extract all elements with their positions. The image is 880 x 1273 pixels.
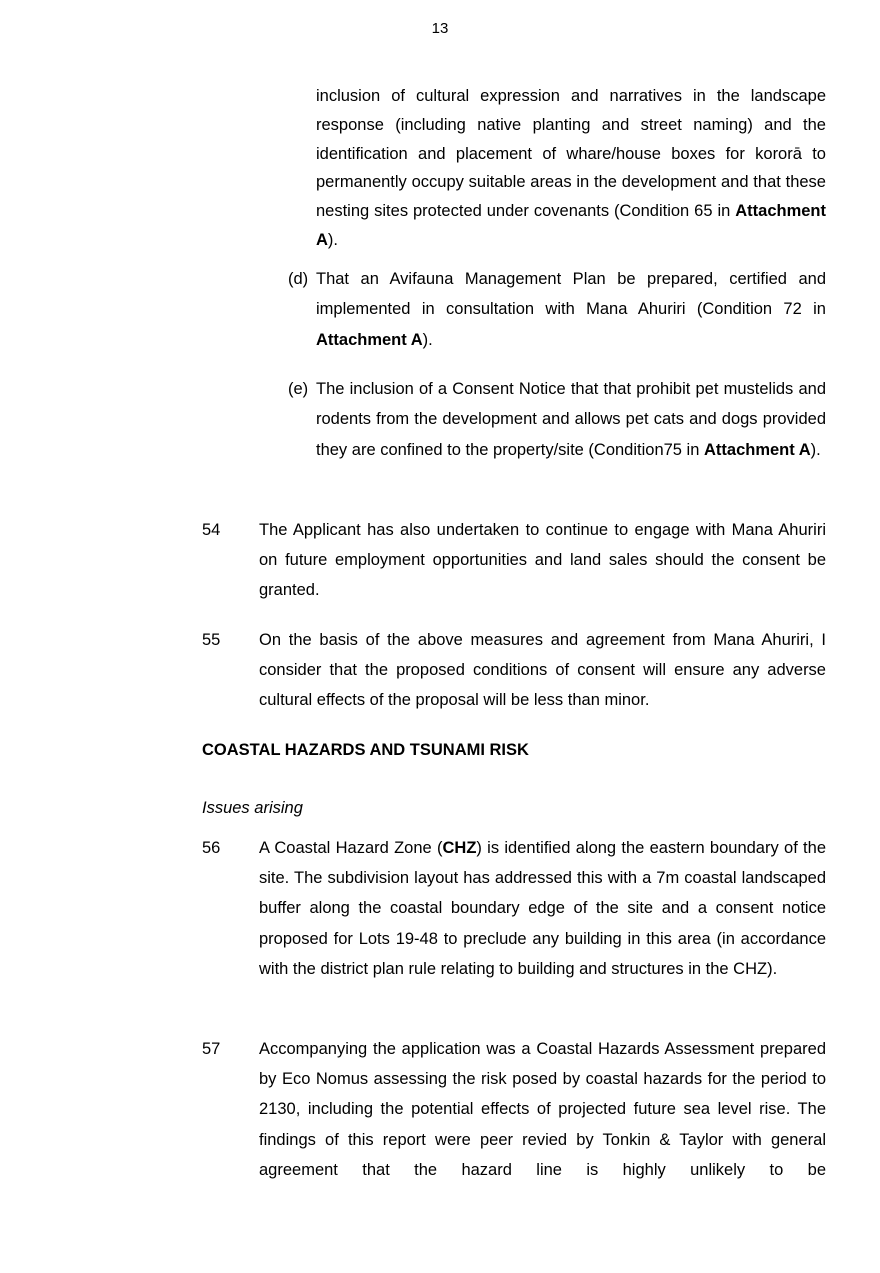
continued-subparagraph-text: inclusion of cultural expression and narratives in the landscape response (including native planting and street naming) and the identification and placement of whare/house boxes for kororā to permanently occupy suitable areas in the development and that these nesting sites protected under covenants (Condition 65 in <box>316 87 826 221</box>
page-number: 13 <box>431 20 449 37</box>
subparagraph-label: (e) <box>288 380 309 398</box>
subheading: Issues arising <box>202 799 303 817</box>
attachment-reference: Attachment A <box>316 202 826 249</box>
subparagraph-d <box>288 264 826 355</box>
paragraph-text-start: A Coastal Hazard Zone ( <box>259 839 443 857</box>
subparagraph-body: The inclusion of a Consent Notice that that prohibit pet mustelids and rodents from the development and allows pet cats and dogs provided they are confined to the property/site (Condition75 in <box>316 380 826 459</box>
paragraph-text <box>259 833 826 984</box>
paragraph-number: 57 <box>202 1040 221 1058</box>
paragraph-text-rest: ) is identified along the eastern boundary of the site. The subdivision layout has addressed this with a 7m coastal landscaped buffer along the coastal boundary edge of the site and a consent notice proposed for Lots 19-48 to preclude any building in this area (in accordance with the district plan rule relating to building and structures in the CHZ). <box>259 839 826 978</box>
subparagraph-label: (d) <box>288 270 309 288</box>
paragraph-number: 55 <box>202 631 221 649</box>
paragraph-text: Accompanying the application was a Coastal Hazards Assessment prepared by Eco Nomus assessing the risk posed by coastal hazards for the period to 2130, including the potential effects of projected future sea level rise. The findings of this report were peer revied by Tonkin & Taylor with general agreement that the hazard line is highly unlikely to be <box>259 1040 826 1179</box>
subparagraph-text <box>316 264 826 355</box>
attachment-reference: Attachment A <box>316 330 423 349</box>
attachment-reference: Attachment A <box>703 440 811 459</box>
continued-subparagraph <box>316 82 826 255</box>
section-heading: COASTAL HAZARDS AND TSUNAMI RISK <box>202 741 529 759</box>
continued-subparagraph-end: ). <box>327 230 339 249</box>
paragraph-57 <box>202 1034 826 1185</box>
paragraph-56 <box>202 833 826 984</box>
abbreviation-chz: CHZ <box>442 839 477 857</box>
paragraph-number: 54 <box>202 521 221 539</box>
paragraph-54 <box>202 515 826 606</box>
subparagraph-text <box>316 374 826 465</box>
subparagraph-end: ). <box>810 440 821 459</box>
paragraph-55 <box>202 625 826 716</box>
subparagraph-body: That an Avifauna Management Plan be prepared, certified and implemented in consultation with Mana Ahuriri (Condition 72 in <box>316 270 826 319</box>
paragraph-text: The Applicant has also undertaken to continue to engage with Mana Ahuriri on future employment opportunities and land sales should the consent be granted. <box>259 521 826 600</box>
paragraph-text: On the basis of the above measures and agreement from Mana Ahuriri, I consider that the proposed conditions of consent will ensure any adverse cultural effects of the proposal will be less than minor. <box>259 631 826 710</box>
subparagraph-end: ). <box>422 330 433 349</box>
paragraph-number: 56 <box>202 839 221 857</box>
subparagraph-e <box>288 374 826 465</box>
